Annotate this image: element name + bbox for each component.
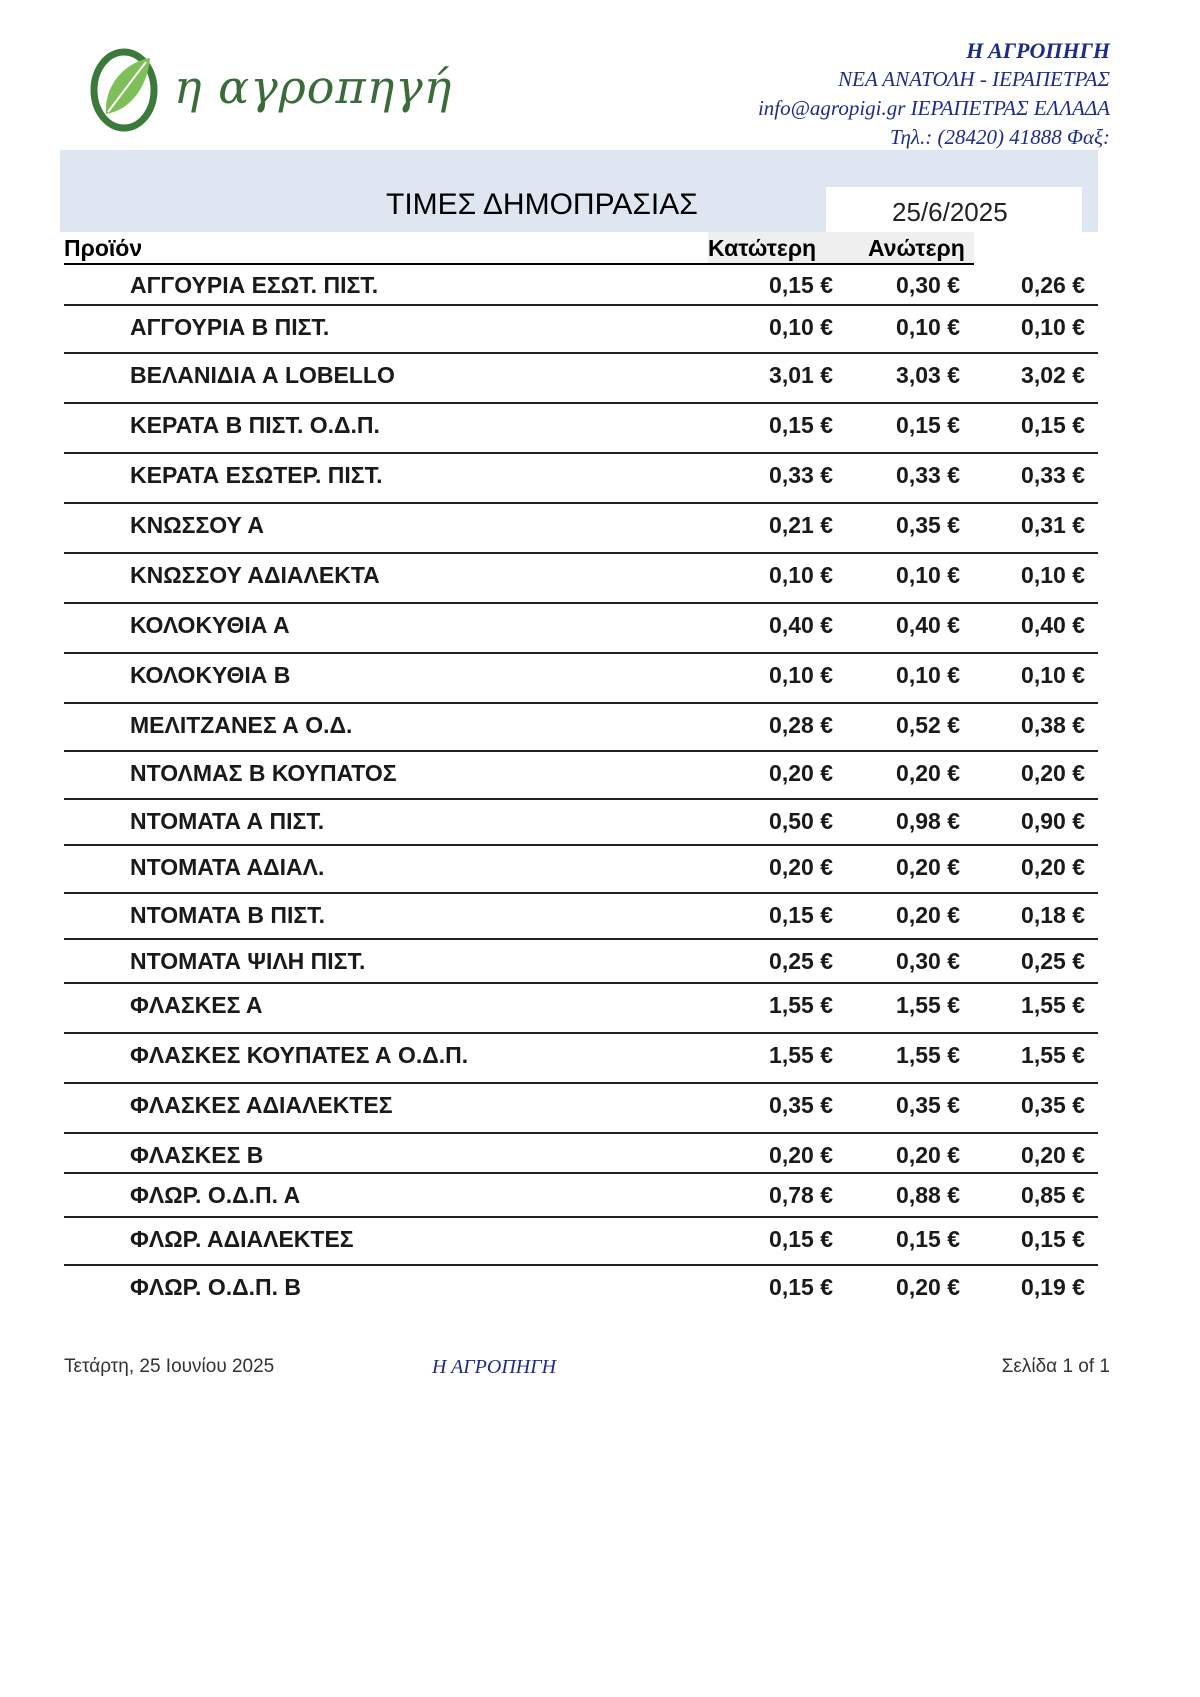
table-row	[0, 458, 1200, 498]
company-address: ΝΕΑ ΑΝΑΤΟΛΗ - ΙΕΡΑΠΕΤΡΑΣ	[838, 67, 1110, 91]
row-divider	[64, 304, 1098, 306]
row-divider	[64, 1032, 1098, 1034]
header-divider	[64, 263, 974, 265]
price-low: 0,40 €	[769, 612, 833, 638]
price-avg: 0,35 €	[1021, 1092, 1085, 1118]
table-row	[0, 358, 1200, 398]
row-divider	[64, 502, 1098, 504]
row-divider	[64, 1082, 1098, 1084]
column-header-low: Κατώτερη	[708, 232, 836, 264]
price-high: 0,33 €	[896, 462, 960, 488]
price-high: 0,20 €	[896, 1142, 960, 1168]
product-name: ΦΛΑΣΚΕΣ ΚΟΥΠΑΤΕΣ Α Ο.Δ.Π.	[130, 1042, 469, 1068]
price-avg: 0,15 €	[1021, 412, 1085, 438]
price-avg: 0,20 €	[1021, 760, 1085, 786]
product-name: ΝΤΟΜΑΤΑ Α ΠΙΣΤ.	[130, 808, 325, 834]
table-row	[0, 558, 1200, 598]
price-avg: 0,10 €	[1021, 662, 1085, 688]
price-high: 0,10 €	[896, 314, 960, 340]
price-high: 1,55 €	[896, 992, 960, 1018]
price-avg: 0,20 €	[1021, 854, 1085, 880]
price-low: 0,10 €	[769, 314, 833, 340]
row-divider	[64, 750, 1098, 752]
row-divider	[64, 1132, 1098, 1134]
row-divider	[64, 652, 1098, 654]
table-row	[0, 1222, 1200, 1262]
price-low: 0,33 €	[769, 462, 833, 488]
table-row	[0, 898, 1200, 938]
price-low: 0,10 €	[769, 662, 833, 688]
price-avg: 0,18 €	[1021, 902, 1085, 928]
row-divider	[64, 844, 1098, 846]
product-name: ΦΛΑΣΚΕΣ Β	[130, 1142, 264, 1168]
price-avg: 1,55 €	[1021, 1042, 1085, 1068]
column-header-product: Προϊόν	[64, 235, 143, 261]
price-avg: 0,19 €	[1021, 1274, 1085, 1300]
price-low: 1,55 €	[769, 992, 833, 1018]
price-avg: 0,38 €	[1021, 712, 1085, 738]
table-row	[0, 1038, 1200, 1078]
table-row	[0, 850, 1200, 890]
auction-date: 25/6/2025	[892, 197, 1008, 227]
price-avg: 0,85 €	[1021, 1182, 1085, 1208]
price-low: 0,35 €	[769, 1092, 833, 1118]
row-divider	[64, 1216, 1098, 1218]
price-low: 0,15 €	[769, 902, 833, 928]
company-email[interactable]: info@agropigi.gr ΙΕΡΑΠΕΤΡΑΣ ΕΛΛΑΔΑ	[757, 96, 1110, 120]
price-avg: 0,33 €	[1021, 462, 1085, 488]
price-high: 0,52 €	[896, 712, 960, 738]
product-name: ΦΛΩΡ. Ο.Δ.Π. Β	[130, 1274, 302, 1300]
row-divider	[64, 452, 1098, 454]
product-name: ΚΕΡΑΤΑ Β ΠΙΣΤ. Ο.Δ.Π.	[130, 412, 380, 438]
price-high: 0,20 €	[896, 760, 960, 786]
price-high: 0,88 €	[896, 1182, 960, 1208]
company-name: Η ΑΓΡΟΠΗΓΗ	[966, 38, 1110, 63]
price-low: 0,50 €	[769, 808, 833, 834]
product-name: ΑΓΓΟΥΡΙΑ Β ΠΙΣΤ.	[130, 314, 330, 340]
price-high: 0,30 €	[896, 272, 960, 298]
row-divider	[64, 552, 1098, 554]
company-logo	[86, 44, 453, 134]
row-divider	[64, 402, 1098, 404]
price-low: 0,25 €	[769, 948, 833, 974]
row-divider	[64, 602, 1098, 604]
row-divider	[64, 1172, 1098, 1174]
price-avg: 0,10 €	[1021, 562, 1085, 588]
price-low: 0,20 €	[769, 1142, 833, 1168]
price-low: 0,28 €	[769, 712, 833, 738]
price-avg: 0,20 €	[1021, 1142, 1085, 1168]
price-low: 0,21 €	[769, 512, 833, 538]
footer-company: Η ΑΓΡΟΠΗΓΗ	[432, 1356, 557, 1378]
table-row	[0, 658, 1200, 698]
table-row	[0, 944, 1200, 984]
row-divider	[64, 982, 1098, 984]
table-row	[0, 310, 1200, 350]
price-high: 1,55 €	[896, 1042, 960, 1068]
price-high: 0,35 €	[896, 1092, 960, 1118]
leaf-logo-icon	[86, 44, 166, 134]
row-divider	[64, 938, 1098, 940]
table-row	[0, 988, 1200, 1028]
product-name: ΒΕΛΑΝΙΔΙΑ Α LOBELLO	[130, 362, 395, 388]
row-divider	[64, 892, 1098, 894]
product-name: ΚΟΛΟΚΥΘΙΑ Β	[130, 662, 291, 688]
price-high: 0,10 €	[896, 662, 960, 688]
price-avg: 0,15 €	[1021, 1226, 1085, 1252]
price-low: 0,20 €	[769, 854, 833, 880]
product-name: ΑΓΓΟΥΡΙΑ ΕΣΩΤ. ΠΙΣΤ.	[130, 272, 379, 298]
logo-text: η αγροπηγή	[174, 60, 453, 114]
price-avg: 0,10 €	[1021, 314, 1085, 340]
product-name: ΦΛΑΣΚΕΣ ΑΔΙΑΛΕΚΤΕΣ	[130, 1092, 393, 1118]
table-row	[0, 1178, 1200, 1218]
price-avg: 0,31 €	[1021, 512, 1085, 538]
price-high: 0,20 €	[896, 854, 960, 880]
table-row	[0, 408, 1200, 448]
product-name: ΚΝΩΣΣΟΥ Α	[130, 512, 265, 538]
product-name: ΝΤΟΜΑΤΑ ΑΔΙΑΛ.	[130, 854, 325, 880]
price-avg: 0,90 €	[1021, 808, 1085, 834]
product-name: ΝΤΟΛΜΑΣ Β ΚΟΥΠΑΤΟΣ	[130, 760, 397, 786]
table-row	[0, 1270, 1200, 1310]
page-title: ΤΙΜΕΣ ΔΗΜΟΠΡΑΣΙΑΣ	[386, 188, 698, 221]
price-low: 0,15 €	[769, 272, 833, 298]
product-name: ΝΤΟΜΑΤΑ Β ΠΙΣΤ.	[130, 902, 326, 928]
price-high: 0,10 €	[896, 562, 960, 588]
product-name: ΚΝΩΣΣΟΥ ΑΔΙΑΛΕΚΤΑ	[130, 562, 380, 588]
table-row	[0, 804, 1200, 844]
footer-page-number: Σελίδα 1 of 1	[1001, 1356, 1110, 1377]
price-low: 3,01 €	[769, 362, 833, 388]
product-name: ΦΛΩΡ. ΑΔΙΑΛΕΚΤΕΣ	[130, 1226, 354, 1252]
row-divider	[64, 1264, 1098, 1266]
price-high: 0,98 €	[896, 808, 960, 834]
table-row	[0, 1088, 1200, 1128]
column-header-high: Ανώτερη	[836, 232, 974, 264]
price-low: 1,55 €	[769, 1042, 833, 1068]
row-divider	[64, 352, 1098, 354]
table-row	[0, 508, 1200, 548]
footer-date: Τετάρτη, 25 Ιουνίου 2025	[64, 1356, 275, 1377]
product-name: ΦΛΩΡ. Ο.Δ.Π. Α	[130, 1182, 301, 1208]
price-high: 0,15 €	[896, 1226, 960, 1252]
price-low: 0,15 €	[769, 412, 833, 438]
price-low: 0,78 €	[769, 1182, 833, 1208]
product-name: ΝΤΟΜΑΤΑ ΨΙΛΗ ΠΙΣΤ.	[130, 948, 366, 974]
price-low: 0,15 €	[769, 1226, 833, 1252]
price-high: 0,20 €	[896, 1274, 960, 1300]
company-phone: Τηλ.: (28420) 41888 Φαξ:	[889, 125, 1110, 149]
price-avg: 0,40 €	[1021, 612, 1085, 638]
price-low: 0,15 €	[769, 1274, 833, 1300]
price-high: 3,03 €	[896, 362, 960, 388]
price-avg: 3,02 €	[1021, 362, 1085, 388]
price-low: 0,20 €	[769, 760, 833, 786]
row-divider	[64, 798, 1098, 800]
table-row	[0, 708, 1200, 748]
price-high: 0,20 €	[896, 902, 960, 928]
product-name: ΜΕΛΙΤΖΑΝΕΣ Α Ο.Δ.	[130, 712, 353, 738]
company-info	[758, 36, 1110, 152]
price-high: 0,30 €	[896, 948, 960, 974]
price-low: 0,10 €	[769, 562, 833, 588]
product-name: ΦΛΑΣΚΕΣ Α	[130, 992, 263, 1018]
price-high: 0,40 €	[896, 612, 960, 638]
product-name: ΚΟΛΟΚΥΘΙΑ Α	[130, 612, 290, 638]
price-avg: 0,26 €	[1021, 272, 1085, 298]
table-row	[0, 268, 1200, 308]
price-avg: 1,55 €	[1021, 992, 1085, 1018]
price-high: 0,35 €	[896, 512, 960, 538]
row-divider	[64, 702, 1098, 704]
table-row	[0, 608, 1200, 648]
price-avg: 0,25 €	[1021, 948, 1085, 974]
table-row	[0, 756, 1200, 796]
price-high: 0,15 €	[896, 412, 960, 438]
product-name: ΚΕΡΑΤΑ ΕΣΩΤΕΡ. ΠΙΣΤ.	[130, 462, 383, 488]
